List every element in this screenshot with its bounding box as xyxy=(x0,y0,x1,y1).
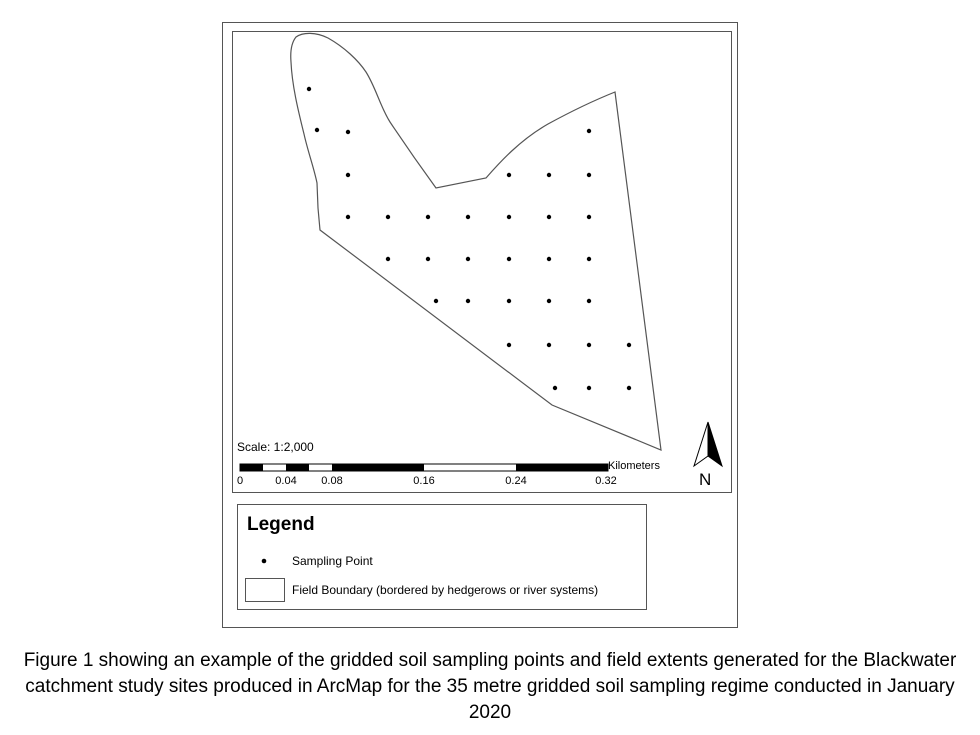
scale-bar xyxy=(240,464,608,471)
scale-tick-label: 0.24 xyxy=(505,475,527,487)
north-label: N xyxy=(699,470,712,489)
sampling-point xyxy=(587,215,591,219)
north-arrow-icon xyxy=(694,422,722,466)
sampling-point xyxy=(466,257,470,261)
scale-tick-label: 0.08 xyxy=(321,475,343,487)
scale-tick-label: 0.32 xyxy=(595,475,617,487)
sampling-point xyxy=(434,299,438,303)
scale-bar-segment xyxy=(240,464,263,471)
figure-caption: Figure 1 showing an example of the gridded soil sampling points and field extents generated for the Blackwater catchment study sites produced in ArcMap for the 35 metre gridded soil sampling regime conducted in January 2020 xyxy=(23,650,957,723)
sampling-point xyxy=(426,215,430,219)
sampling-point xyxy=(315,128,319,132)
sampling-point xyxy=(346,215,350,219)
sampling-point xyxy=(507,215,511,219)
sampling-point xyxy=(587,129,591,133)
sampling-point xyxy=(627,386,631,390)
legend-item-sampling-point: Sampling Point xyxy=(292,554,373,568)
sampling-point xyxy=(627,343,631,347)
sampling-point xyxy=(386,257,390,261)
sampling-point xyxy=(547,215,551,219)
scale-tick-label: 0.16 xyxy=(413,475,435,487)
sampling-point xyxy=(587,299,591,303)
scale-tick-label: 0 xyxy=(236,475,244,487)
scale-label: Scale: 1:2,000 xyxy=(237,440,314,454)
sampling-point xyxy=(587,386,591,390)
sampling-points xyxy=(307,87,631,390)
outline-box-icon xyxy=(245,578,285,602)
sampling-point xyxy=(553,386,557,390)
scale-bar-segment xyxy=(516,464,608,471)
sampling-point xyxy=(507,299,511,303)
sampling-point xyxy=(426,257,430,261)
sampling-point xyxy=(386,215,390,219)
scale-bar-segment xyxy=(332,464,424,471)
legend-title: Legend xyxy=(247,514,315,535)
sampling-point xyxy=(547,343,551,347)
sampling-point xyxy=(346,173,350,177)
sampling-point xyxy=(507,343,511,347)
sampling-point xyxy=(547,257,551,261)
scale-tick-label: 0.04 xyxy=(275,475,297,487)
sampling-point xyxy=(507,173,511,177)
legend-item-field-boundary: Field Boundary (bordered by hedgerows or river systems) xyxy=(292,583,599,597)
sampling-point xyxy=(466,215,470,219)
sampling-point xyxy=(307,87,311,91)
scale-unit-label: Kilometers xyxy=(608,460,660,472)
scale-bar-segment xyxy=(286,464,309,471)
sampling-point xyxy=(587,173,591,177)
sampling-point xyxy=(346,130,350,134)
sampling-point xyxy=(547,299,551,303)
sampling-point xyxy=(466,299,470,303)
field-boundary xyxy=(291,33,661,450)
sampling-point xyxy=(587,257,591,261)
sampling-point xyxy=(587,343,591,347)
sampling-point xyxy=(547,173,551,177)
sampling-point xyxy=(507,257,511,261)
